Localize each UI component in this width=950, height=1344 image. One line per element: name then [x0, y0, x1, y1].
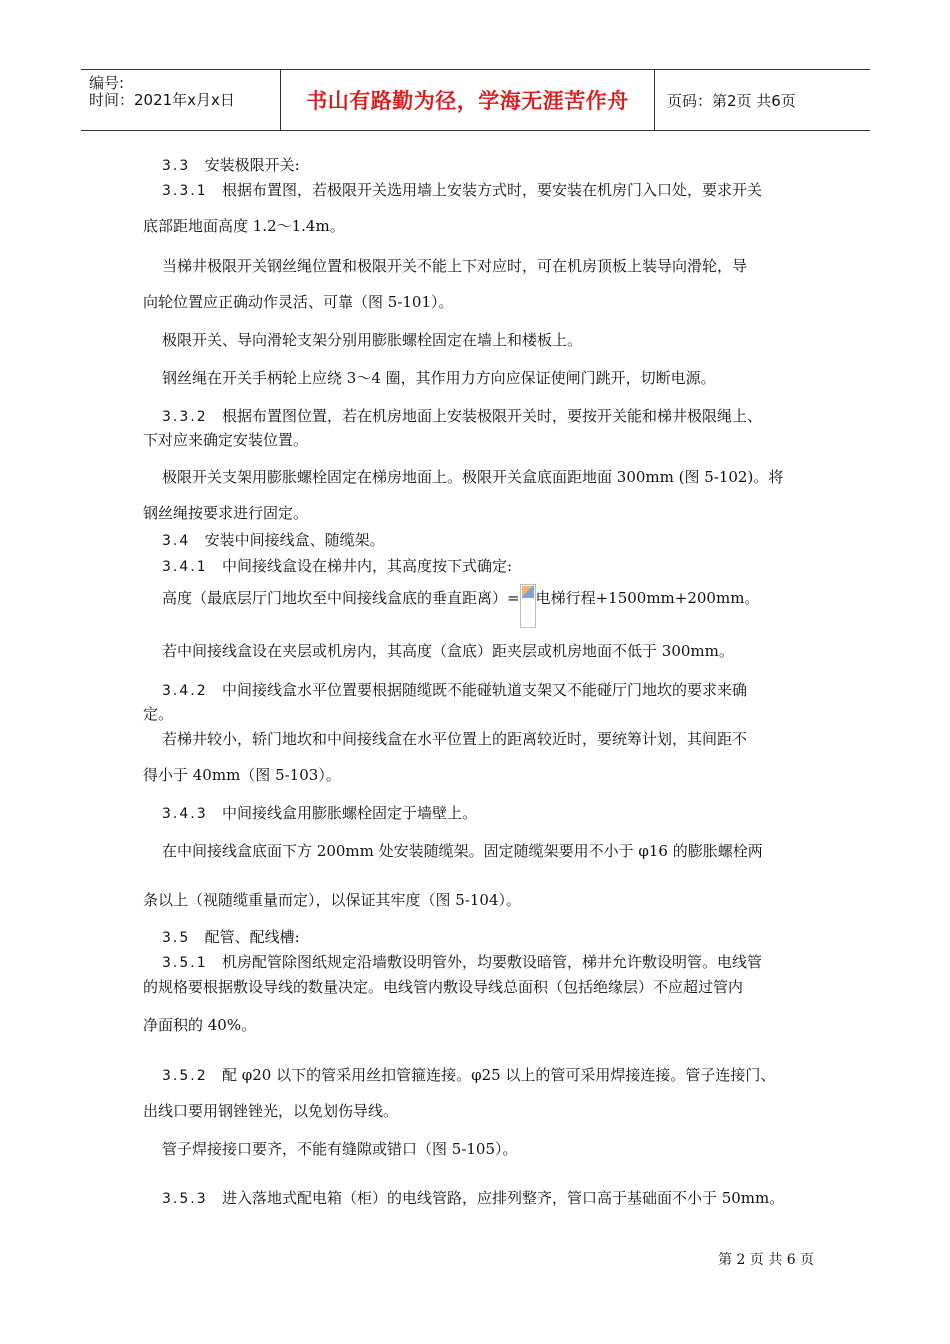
paragraph-line: 向轮位置应正确动作灵活、可靠（图 5-101）。 — [143, 293, 454, 311]
formula-image-icon — [520, 584, 536, 628]
paragraph-line: 极限开关、导向滑轮支架分别用膨胀螺栓固定在墙上和楼板上。 — [162, 331, 583, 349]
date-label: 时间：2021年x月x日 — [89, 91, 235, 109]
header-page-label: 页码：第2页 共6页 — [667, 91, 796, 110]
paragraph-line: 3.3.2 根据布置图位置，若在机房地面上安装极限开关时，要按开关能和梯井极限绳上、 — [162, 407, 762, 425]
paragraph-line: 的规格要根据敷设导线的数量决定。电线管内敷设导线总面积（包括绝缘层）不应超过管内 — [143, 978, 744, 996]
paragraph-line: 钢丝绳按要求进行固定。 — [143, 504, 309, 522]
paragraph-line: 若梯井较小，轿门地坎和中间接线盒在水平位置上的距离较近时，要统筹计划，其间距不 — [162, 730, 748, 748]
paragraph-line: 若中间接线盒设在夹层或机房内，其高度（盒底）距夹层或机房地面不低于 300mm。 — [162, 642, 734, 660]
header-right-cell — [655, 70, 870, 130]
page-header-table — [81, 69, 870, 131]
header-left-cell — [81, 70, 281, 130]
header-center-cell — [281, 70, 655, 130]
motto-text: 书山有路勤为径，学海无涯苦作舟 — [306, 89, 629, 113]
paragraph-line: 3.4.1 中间接线盒设在梯井内，其高度按下式确定: — [162, 557, 512, 575]
paragraph-line: 在中间接线盒底面下方 200mm 处安装随缆架。固定随缆架要用不小于 φ16 的膨胀螺栓两 — [162, 842, 763, 860]
code-label: 编号: — [89, 74, 125, 92]
paragraph-line: 得小于 40mm（图 5-103）。 — [143, 766, 341, 784]
paragraph-line: 3.5.3 进入落地式配电箱（柜）的电线管路，应排列整齐，管口高于基础面不小于 50mm。 — [162, 1189, 785, 1207]
paragraph-line: 3.4.2 中间接线盒水平位置要根据随缆既不能碰轨道支架又不能碰厅门地坎的要求来确 — [162, 681, 747, 699]
paragraph-line: 条以上（视随缆重量而定），以保证其牢度（图 5-104）。 — [143, 891, 522, 909]
paragraph-line: 钢丝绳在开关手柄轮上应绕 3～4 圈，其作用力方向应保证使闸门跳开，切断电源。 — [162, 369, 716, 387]
paragraph-line: 3.3.1 根据布置图，若极限开关选用墙上安装方式时，要安装在机房门入口处，要求开关 — [162, 181, 762, 199]
paragraph-line: 3.5.1 机房配管除图纸规定沿墙敷设明管外，均要敷设暗管，梯井允许敷设明管。电线管 — [162, 953, 762, 971]
paragraph-line: 下对应来确定安装位置。 — [143, 431, 309, 449]
footer-page-label: 第 2 页 共 6 页 — [718, 1252, 815, 1268]
paragraph-line: 定。 — [143, 705, 174, 723]
paragraph-line: 3.4.3 中间接线盒用膨胀螺栓固定于墙壁上。 — [162, 804, 477, 822]
paragraph-line: 3.5.2 配 φ20 以下的管采用丝扣管箍连接。φ25 以上的管可采用焊接连接。管子连接门、 — [162, 1066, 776, 1084]
paragraph-line: 底部距地面高度 1.2～1.4m。 — [143, 217, 345, 235]
paragraph-line: 当梯井极限开关钢丝绳位置和极限开关不能上下对应时，可在机房顶板上装导向滑轮，导 — [162, 257, 748, 275]
formula-line: 高度（最底层厅门地坎至中间接线盒底的垂直距离）= 电梯行程+1500mm+200mm。 — [143, 588, 827, 628]
section-heading: 3.5 配管、配线槽: — [162, 928, 300, 946]
paragraph-line: 出线口要用钢锉锉光，以免划伤导线。 — [143, 1102, 399, 1120]
section-heading: 3.3 安装极限开关: — [162, 156, 300, 174]
paragraph-line: 极限开关支架用膨胀螺栓固定在梯房地面上。极限开关盒底面距地面 300mm (图 5-102)。将 — [162, 468, 784, 486]
paragraph-line: 管子焊接接口要齐，不能有缝隙或错口（图 5-105）。 — [162, 1140, 518, 1158]
section-heading: 3.4 安装中间接线盒、随缆架。 — [162, 531, 385, 549]
paragraph-line: 净面积的 40%。 — [143, 1016, 257, 1034]
